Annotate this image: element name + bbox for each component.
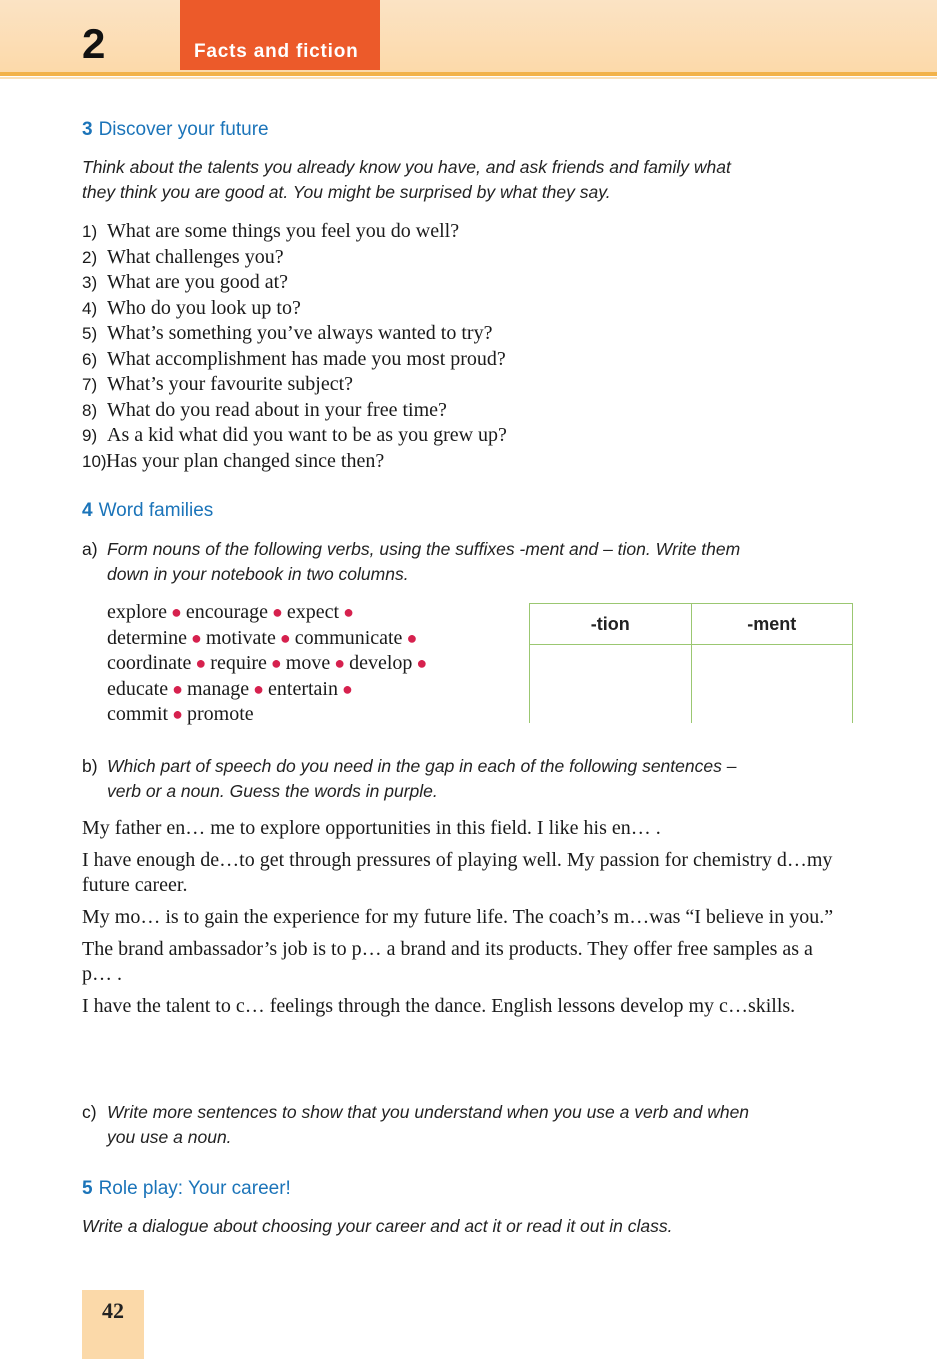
suffix-table	[529, 603, 853, 723]
question-text: As a kid what did you want to be as you grew up?	[107, 424, 507, 446]
bullet-icon: ●	[195, 653, 207, 673]
gap-sentence: I have the talent to c… feelings through the dance. English lessons develop my c…skills.	[82, 995, 796, 1017]
question-item	[82, 245, 842, 271]
bullet-icon: ●	[172, 704, 183, 724]
question-item	[82, 398, 842, 424]
verb-word: explore	[107, 601, 167, 623]
gap-sentence: The brand ambassador’s job is to p… a brand and its products. They offer free samples as a p… .	[82, 938, 813, 985]
question-text: What do you read about in your free time?	[107, 398, 447, 421]
instruction-line: they think you are good at. You might be surprised by what they say.	[82, 182, 611, 202]
unit-number: 2	[82, 20, 106, 67]
page-number: 42	[102, 1298, 124, 1323]
question-item	[82, 321, 842, 347]
question-number: 2)	[82, 247, 98, 267]
section-4-heading	[82, 499, 213, 523]
section-number: 4	[82, 500, 93, 521]
question-number: 9)	[82, 426, 98, 445]
word-line	[107, 702, 517, 728]
bullet-icon: ●	[253, 678, 265, 699]
verb-word: communicate	[294, 626, 403, 649]
section-number: 3	[82, 119, 93, 140]
instruction-line: verb or a noun. Guess the words in purple.	[107, 781, 438, 801]
bullet-icon: ●	[190, 627, 202, 648]
section-title: Discover your future	[98, 119, 269, 140]
verb-word: promote	[186, 703, 254, 725]
question-number: 6)	[82, 349, 98, 369]
question-text: What challenges you?	[107, 245, 284, 268]
section-number: 5	[82, 1178, 93, 1199]
instruction-line: you use a noun.	[107, 1127, 232, 1147]
question-text: What are you good at?	[107, 271, 289, 293]
part-c-label: c)	[82, 1102, 97, 1122]
gap-sentence: I have enough de…to get through pressures of playing well. My passion for chemistry d…my future career.	[82, 849, 833, 896]
question-text: What’s your favourite subject?	[107, 373, 354, 395]
verb-word: develop	[349, 652, 413, 674]
question-text: Who do you look up to?	[107, 296, 301, 319]
part-b-instruction	[107, 754, 867, 804]
verb-word: expect	[286, 601, 340, 623]
question-number: 4)	[82, 298, 98, 318]
suffix-table-cell	[530, 645, 692, 724]
verb-word: require	[210, 652, 267, 674]
bullet-icon: ●	[343, 602, 354, 622]
verb-word: coordinate	[107, 652, 192, 674]
question-item	[82, 347, 842, 373]
section-title: Role play: Your career!	[98, 1178, 291, 1199]
suffix-column-header: -tion	[530, 604, 692, 645]
instruction-line: Write more sentences to show that you understand when you use a verb and when	[107, 1102, 750, 1122]
question-text: What accomplishment has made you most proud?	[107, 347, 506, 370]
bullet-icon: ●	[272, 602, 283, 622]
question-list	[82, 219, 842, 474]
word-line	[107, 626, 517, 652]
verb-word: motivate	[205, 626, 276, 649]
verb-word: encourage	[185, 601, 269, 623]
section-title: Word families	[98, 500, 214, 521]
instruction-line: Think about the talents you already know you have, and ask friends and family what	[82, 157, 731, 177]
bullet-icon: ●	[270, 653, 282, 673]
question-text: What are some things you feel you do well?	[107, 220, 460, 242]
part-b-label: b)	[82, 756, 98, 776]
question-number: 5)	[82, 324, 98, 343]
bullet-icon: ●	[416, 653, 428, 673]
question-number: 8)	[82, 400, 98, 420]
instruction-line: Which part of speech do you need in the gap in each of the following sentences –	[107, 756, 737, 776]
question-item	[82, 423, 842, 449]
question-item	[82, 372, 842, 398]
section-5-heading	[82, 1177, 291, 1201]
bullet-icon: ●	[279, 627, 291, 648]
word-line	[107, 651, 517, 677]
section-3-heading	[82, 118, 269, 142]
verb-word: commit	[107, 703, 169, 725]
unit-title: Facts and fiction	[194, 41, 359, 62]
gap-sentence: My father en… me to explore opportunities in this field. I like his en… .	[82, 817, 661, 839]
suffix-table-cell	[691, 645, 853, 724]
instruction-line: Form nouns of the following verbs, using the suffixes -ment and – tion. Write them	[107, 539, 741, 559]
part-a-label: a)	[82, 539, 98, 559]
bullet-icon: ●	[170, 602, 182, 622]
header-rule	[0, 72, 937, 76]
question-item	[82, 449, 842, 475]
gap-sentence: My mo… is to gain the experience for my future life. The coach’s m…was “I believe in you.”	[82, 906, 834, 928]
verb-word: entertain	[268, 677, 338, 700]
word-line	[107, 600, 517, 626]
question-text: Has your plan changed since then?	[106, 449, 385, 472]
verb-word: move	[285, 652, 331, 674]
question-item	[82, 270, 842, 296]
bullet-icon: ●	[334, 653, 346, 673]
verb-word-list	[107, 600, 517, 728]
bullet-icon: ●	[341, 678, 353, 699]
question-number: 1)	[82, 222, 98, 241]
bullet-icon: ●	[172, 678, 183, 699]
header-rule-light	[0, 77, 937, 79]
verb-word: educate	[107, 677, 169, 700]
gap-sentences	[82, 816, 842, 1026]
bullet-icon: ●	[406, 627, 418, 648]
word-line	[107, 677, 517, 703]
part-a-instruction	[107, 537, 867, 587]
question-text: What’s something you’ve always wanted to try?	[107, 322, 493, 344]
section-3-instruction	[82, 155, 862, 205]
question-number: 7)	[82, 375, 98, 394]
question-item	[82, 219, 842, 245]
part-c-instruction	[107, 1100, 867, 1150]
verb-word: determine	[107, 626, 187, 649]
instruction-line: down in your notebook in two columns.	[107, 564, 409, 584]
question-number: 3)	[82, 273, 98, 292]
verb-word: manage	[186, 677, 250, 700]
section-5-instruction: Write a dialogue about choosing your career and act it or read it out in class.	[82, 1216, 673, 1236]
question-item	[82, 296, 842, 322]
header-band	[0, 0, 937, 74]
suffix-column-header: -ment	[691, 604, 853, 645]
question-number: 10)	[82, 451, 107, 471]
